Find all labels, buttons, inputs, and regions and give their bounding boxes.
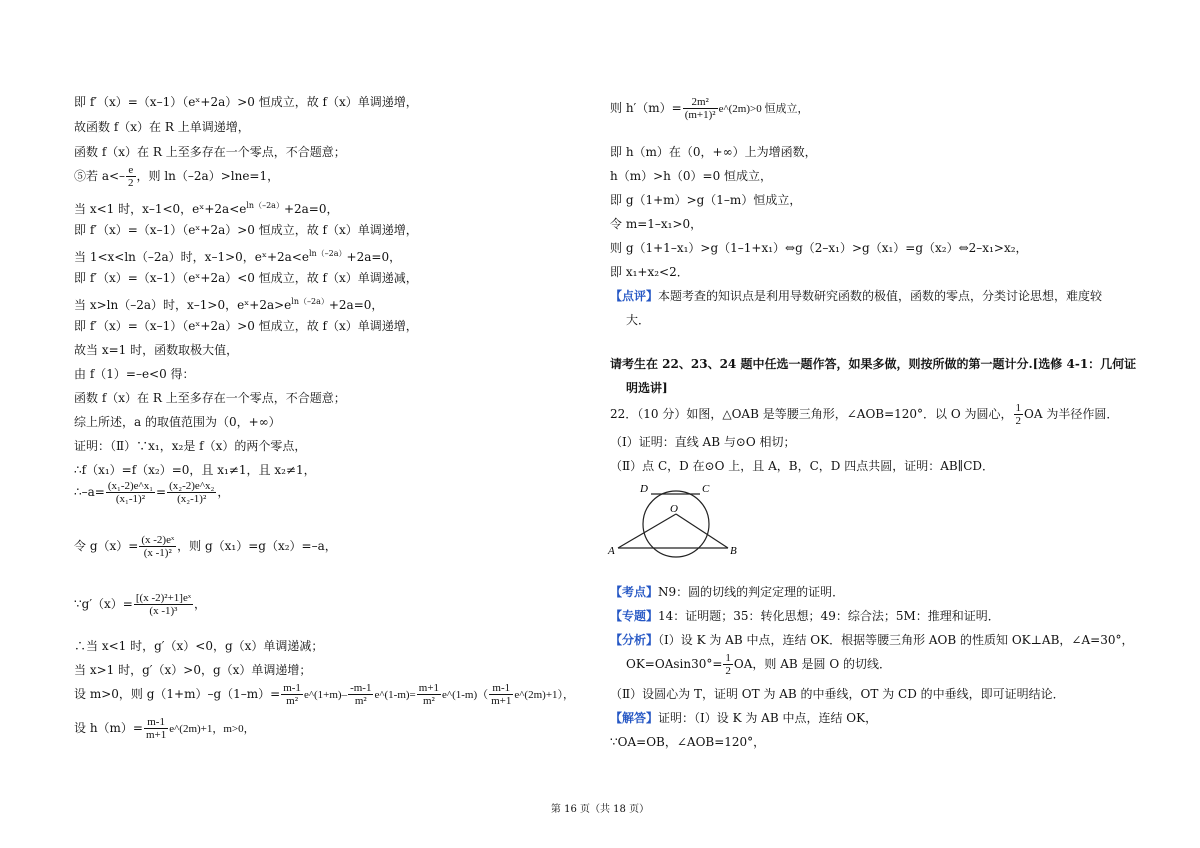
- tag-topic: 【考点】: [610, 585, 659, 599]
- right-line-5: 令 m=1–x₁>0，: [610, 217, 703, 231]
- right-line-7: 即 x₁+x₂<2．: [610, 265, 689, 279]
- fraction: $\frac{m+1}{\text{m²}}$: [418, 682, 440, 707]
- label-a: A: [608, 545, 615, 557]
- left-line-14: 综上所述，a 的取值范围为（0，+∞）: [74, 415, 281, 429]
- left-line-12: 由 f（1）=–e<0 得：: [74, 367, 195, 381]
- right-line-8: 【点评】本题考查的知识点是利用导数研究函数的极值，函数的零点，分类讨论思想，难度较: [610, 289, 1103, 303]
- left-line-22: 设 m>0，则 g（1+m）–g（1–m）= $\frac{m-1}{\text{m²}}$ e^(1+m)– $\frac{-m-1}{\text{m²}}$ e^(1-m)= $\frac{m+1}{\text{m²}}$ e^(1-m)（ $\frac{m-1}{m+1}$ e^(2m)+1），: [74, 682, 575, 707]
- fraction: $\frac{m-1}{m+1}$: [145, 716, 167, 741]
- fraction: $\frac{\text{(x -2)eˣ}}{\text{(x -1)²}}$: [141, 534, 175, 559]
- page-footer: 第 16 页（共 18 页）: [550, 804, 650, 815]
- right-line-3: h（m）>h（0）=0 恒成立，: [610, 169, 773, 183]
- circle-o: [643, 491, 709, 557]
- right-line-6: 则 g（1+1–x₁）>g（1–1+x₁）⇔g（2–x₁）>g（x₁）=g（x₂）⇔2–x₁>x₂，: [610, 241, 1028, 255]
- right-line-13: （Ⅰ）证明：直线 AB 与⊙O 相切；: [610, 435, 796, 449]
- fraction: $\frac{\text{[(x -2)²+1]eˣ}}{\text{(x -1)³}}$: [135, 592, 192, 617]
- left-line-3: 函数 f（x）在 R 上至多存在一个零点，不合题意；: [74, 145, 346, 159]
- tag-analysis: 【分析】: [610, 633, 659, 647]
- line-bo: [676, 514, 728, 548]
- right-line-14: （Ⅱ）点 C，D 在⊙O 上，且 A，B，C，D 四点共圆，证明：AB∥CD．: [610, 459, 995, 473]
- right-line-12: 22．（10 分）如图，△OAB 是等腰三角形，∠AOB=120°．以 O 为圆心， $\frac{1}{2}$ OA 为半径作圆．: [610, 402, 1119, 427]
- fraction: $\frac{1}{2}$: [1015, 402, 1022, 427]
- fraction: $\frac{-m-1}{\text{m²}}$: [350, 682, 372, 707]
- right-line-11: 明选讲]: [626, 381, 668, 395]
- fraction: $\frac{\text{(x₁-2)e\textasciicircum{}x₁}}{\text{(x₁-1)²}}$: [107, 480, 154, 505]
- left-line-9: 当 x>ln（–2a）时，x–1>0，$eˣ+2a>e^{ln(-2a)}+2a=0$，: [74, 297, 384, 312]
- fraction: $\frac{1}{2}$: [725, 652, 731, 677]
- left-line-6: 即 f′（x）=（x–1）（eˣ+2a）>0 恒成立，故 f（x）单调递增，: [74, 223, 418, 237]
- right-line-10: 请考生在 22、23、24 题中任选一题作答，如果多做，则按所做的第一题计分.[选修 4-1：几何证: [610, 357, 1137, 371]
- left-line-19: ∵g′（x）= $\frac{\text{[(x -2)²+1]eˣ}}{\text{(x -1)³}}$ ，: [74, 592, 207, 617]
- right-line-17: 【分析】（Ⅰ）设 K 为 AB 中点，连结 OK．根据等腰三角形 AOB 的性质知 OK⊥AB，∠A=30°，: [610, 633, 1134, 647]
- left-line-16: ∴f（x₁）=f（x₂）=0，且 x₁≠1，且 x₂≠1，: [74, 463, 316, 477]
- left-line-4: ⑤若 a<– $\frac{e}{2}$ ，则 ln（–2a）>lne=1，: [74, 164, 280, 189]
- left-line-1: 即 f′（x）=（x–1）（eˣ+2a）>0 恒成立，故 f（x）单调递增，: [74, 95, 418, 109]
- label-b: B: [730, 545, 737, 557]
- right-line-2: 即 h（m）在（0，+∞）上为增函数，: [610, 145, 817, 159]
- left-line-10: 即 f′（x）=（x–1）（eˣ+2a）>0 恒成立，故 f（x）单调递增，: [74, 319, 418, 333]
- right-line-19: （Ⅱ）设圆心为 T，证明 OT 为 AB 的中垂线，OT 为 CD 的中垂线，即可证明结论．: [610, 687, 1065, 701]
- tag-review: 【点评】: [610, 289, 659, 303]
- label-d: D: [640, 483, 648, 495]
- fraction: $\frac{m-1}{\text{m²}}$: [283, 682, 301, 707]
- left-line-21: 当 x>1 时，g′（x）>0，g（x）单调递增；: [74, 663, 312, 677]
- fraction: $\frac{m-1}{m+1}$: [491, 682, 512, 707]
- right-line-15: 【考点】N9：圆的切线的判定定理的证明．: [610, 585, 845, 599]
- left-line-20: ∴当 x<1 时，g′（x）<0，g（x）单调递减；: [74, 639, 324, 653]
- right-line-16: 【专题】14：证明题；35：转化思想；49：综合法；5M：推理和证明．: [610, 609, 1000, 623]
- line-ao: [618, 514, 676, 548]
- right-line-9: 大．: [626, 313, 651, 327]
- label-o: O: [670, 503, 678, 515]
- right-line-18: OK=OAsin30°= $\frac{1}{2}$ OA，则 AB 是圆 O 的切线．: [626, 652, 892, 677]
- left-line-23: 设 h（m）= $\frac{m-1}{m+1}$ e^(2m)+1，m>0，: [74, 716, 255, 741]
- tag-solution: 【解答】: [610, 711, 659, 725]
- left-line-15: 证明：（Ⅱ）∵x₁，x₂是 f（x）的两个零点，: [74, 439, 307, 453]
- left-line-5: 当 x<1 时，x–1<0，$eˣ+2a<e^{ln(-2a)}+2a=0$，: [74, 201, 339, 216]
- geometry-figure: [606, 478, 766, 558]
- left-line-13: 函数 f（x）在 R 上至多存在一个零点，不合题意；: [74, 391, 346, 405]
- fraction: $\frac{e}{2}$: [128, 164, 134, 189]
- fraction: $\frac{\text{2m²}}{\text{(m+1)²}}$: [684, 96, 716, 121]
- fraction: $\frac{\text{(x₂-2)e\textasciicircum{}x₂}}{\text{(x₂-1)²}}$: [169, 480, 215, 505]
- left-line-7: 当 1<x<ln（–2a）时，x–1>0，$eˣ+2a<e^{ln(-2a)}+2a=0$，: [74, 249, 402, 264]
- right-line-21: ∵OA=OB，∠AOB=120°，: [610, 735, 766, 749]
- right-line-1: 则 h′（m）= $\frac{\text{2m²}}{\text{(m+1)²}}$ e^(2m)>0 恒成立，: [610, 96, 809, 121]
- label-c: C: [702, 483, 710, 495]
- left-line-2: 故函数 f（x）在 R 上单调递增，: [74, 120, 250, 134]
- left-line-11: 故当 x=1 时，函数取极大值，: [74, 343, 239, 357]
- left-line-18: 令 g（x）= $\frac{\text{(x -2)eˣ}}{\text{(x -1)²}}$ ，则 g（x₁）=g（x₂）=–a，: [74, 534, 337, 559]
- right-line-20: 【解答】证明：（Ⅰ）设 K 为 AB 中点，连结 OK，: [610, 711, 878, 725]
- tag-subject: 【专题】: [610, 609, 659, 623]
- right-line-4: 即 g（1+m）>g（1–m）恒成立，: [610, 193, 802, 207]
- left-line-17: ∴–a= $\frac{\text{(x₁-2)e\textasciicircum{}x₁}}{\text{(x₁-1)²}}$ = $\frac{\text{(x₂-2)e\textasciicircum{}x₂}}{\text{(x₂-1)²}}$ ，: [74, 480, 230, 505]
- left-line-8: 即 f′（x）=（x–1）（eˣ+2a）<0 恒成立，故 f（x）单调递减，: [74, 271, 418, 285]
